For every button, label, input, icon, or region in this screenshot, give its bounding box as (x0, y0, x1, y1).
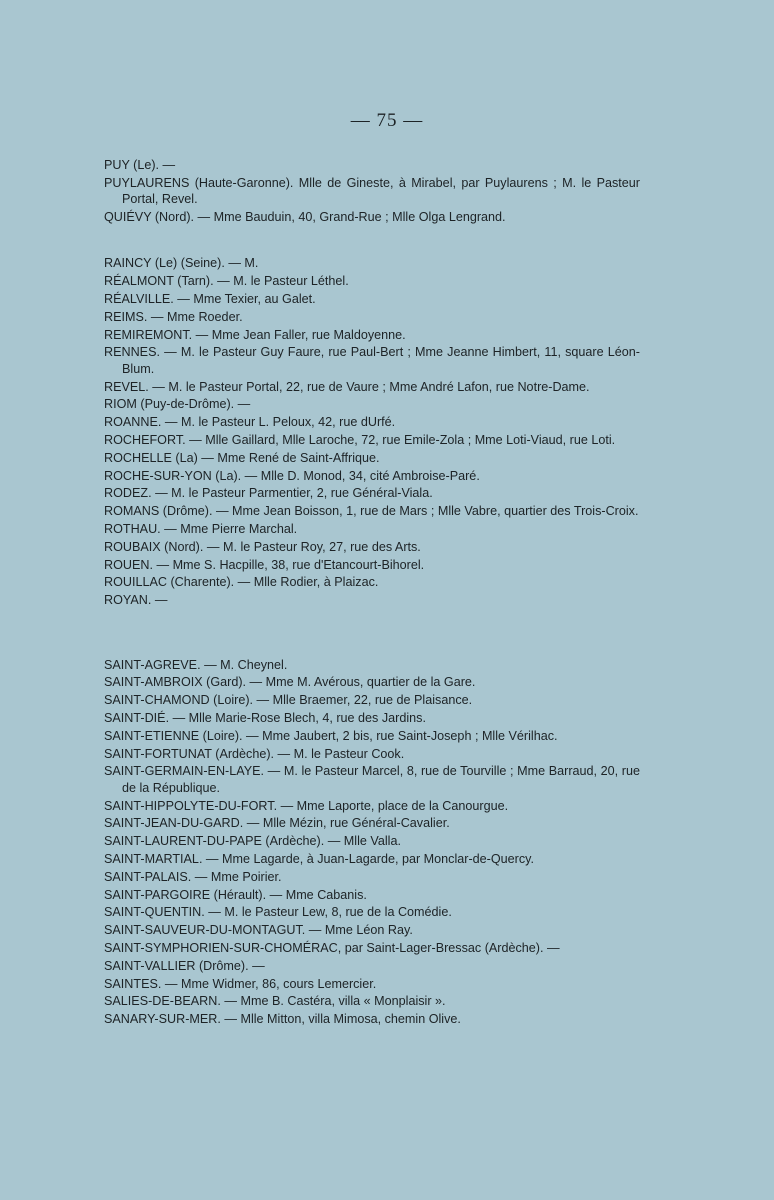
directory-entry: SAINT-SYMPHORIEN-SUR-CHOMÉRAC, par Saint-Lager-Bressac (Ardèche). — (104, 940, 560, 955)
section-s (104, 657, 640, 1028)
directory-entry: ROUBAIX (Nord). — M. le Pasteur Roy, 27, rue des Arts. (104, 539, 421, 554)
page-number: — 75 — (350, 110, 424, 131)
directory-entry: SAINT-PALAIS. — Mme Poirier. (104, 869, 282, 884)
directory-entry: SAINT-PARGOIRE (Hérault). — Mme Cabanis. (104, 887, 367, 902)
directory-entry: RAINCY (Le) (Seine). — M. (104, 256, 259, 271)
directory-entry: SAINT-GERMAIN-EN-LAYE. — M. le Pasteur Marcel, 8, rue de Tourville ; Mme Barraud, 20, rue de la République. (104, 764, 640, 795)
directory-entry: ROCHEFORT. — Mlle Gaillard, Mlle Laroche, 72, rue Emile-Zola ; Mme Loti-Viaud, rue Loti. (104, 432, 616, 447)
directory-entry: ROTHAU. — Mme Pierre Marchal. (104, 521, 298, 536)
directory-entry: SAINT-MARTIAL. — Mme Lagarde, à Juan-Lagarde, par Monclar-de-Quercy. (104, 851, 534, 866)
directory-entry: RENNES. — M. le Pasteur Guy Faure, rue Paul-Bert ; Mme Jeanne Himbert, 11, square Léon-Blum. (104, 345, 640, 376)
directory-listing (104, 157, 640, 1029)
directory-entry: ROYAN. — (104, 593, 168, 608)
directory-entry: SAINT-SAUVEUR-DU-MONTAGUT. — Mme Léon Ray. (104, 923, 413, 938)
directory-entry: SAINT-LAURENT-DU-PAPE (Ardèche). — Mlle Valla. (104, 834, 401, 849)
directory-entry: SAINT-FORTUNAT (Ardèche). — M. le Pasteur Cook. (104, 746, 405, 761)
directory-entry: SAINT-CHAMOND (Loire). — Mlle Braemer, 22, rue de Plaisance. (104, 693, 473, 708)
directory-entry: SANARY-SUR-MER. — Mlle Mitton, villa Mimosa, chemin Olive. (104, 1012, 461, 1027)
directory-entry: SAINT-DIÉ. — Mlle Marie-Rose Blech, 4, rue des Jardins. (104, 710, 426, 725)
directory-entry: RÉALMONT (Tarn). — M. le Pasteur Léthel. (104, 274, 349, 289)
directory-entry: ROANNE. — M. le Pasteur L. Peloux, 42, rue dUrfé. (104, 415, 396, 430)
section-r (104, 255, 640, 608)
directory-entry: ROMANS (Drôme). — Mme Jean Boisson, 1, rue de Mars ; Mlle Vabre, quartier des Trois-Croix. (104, 504, 639, 519)
directory-entry: PUY (Le). — (104, 158, 176, 172)
directory-entry: REIMS. — Mme Roeder. (104, 309, 243, 324)
directory-entry: ROCHELLE (La) — Mme René de Saint-Affrique. (104, 450, 380, 465)
directory-entry: SAINT-ETIENNE (Loire). — Mme Jaubert, 2 bis, rue Saint-Joseph ; Mlle Vérilhac. (104, 728, 558, 743)
directory-entry: ROCHE-SUR-YON (La). — Mlle D. Monod, 34, cité Ambroise-Paré. (104, 468, 480, 483)
directory-entry: SAINT-AGREVE. — M. Cheynel. (104, 657, 288, 672)
directory-entry: SAINT-VALLIER (Drôme). — (104, 958, 265, 973)
directory-entry: SAINTES. — Mme Widmer, 86, cours Lemercier. (104, 976, 377, 991)
directory-entry: RIOM (Puy-de-Drôme). — (104, 397, 251, 412)
directory-entry: REVEL. — M. le Pasteur Portal, 22, rue de Vaure ; Mme André Lafon, rue Notre-Dame. (104, 379, 590, 394)
directory-entry: RÉALVILLE. — Mme Texier, au Galet. (104, 292, 316, 306)
section-p-q (104, 157, 640, 225)
directory-entry: ROUILLAC (Charente). — Mlle Rodier, à Plaizac. (104, 575, 379, 590)
directory-entry: PUYLAURENS (Haute-Garonne). Mlle de Gineste, à Mirabel, par Puylaurens ; M. le Pasteur Portal, Revel. (104, 175, 640, 207)
directory-entry: QUIÉVY (Nord). — Mme Bauduin, 40, Grand-Rue ; Mlle Olga Lengrand. (104, 210, 506, 224)
directory-entry: RODEZ. — M. le Pasteur Parmentier, 2, rue Général-Viala. (104, 486, 433, 501)
directory-entry: REMIREMONT. — Mme Jean Faller, rue Maldoyenne. (104, 327, 406, 342)
directory-entry: SALIES-DE-BEARN. — Mme B. Castéra, villa « Monplaisir ». (104, 994, 446, 1009)
directory-entry: SAINT-QUENTIN. — M. le Pasteur Lew, 8, rue de la Comédie. (104, 905, 452, 920)
directory-entry: SAINT-JEAN-DU-GARD. — Mlle Mézin, rue Général-Cavalier. (104, 816, 450, 831)
directory-entry: SAINT-AMBROIX (Gard). — Mme M. Avérous, quartier de la Gare. (104, 675, 476, 690)
directory-entry: SAINT-HIPPOLYTE-DU-FORT. — Mme Laporte, place de la Canourgue. (104, 798, 509, 813)
directory-entry: ROUEN. — Mme S. Hacpille, 38, rue d'Etancourt-Bihorel. (104, 557, 425, 572)
